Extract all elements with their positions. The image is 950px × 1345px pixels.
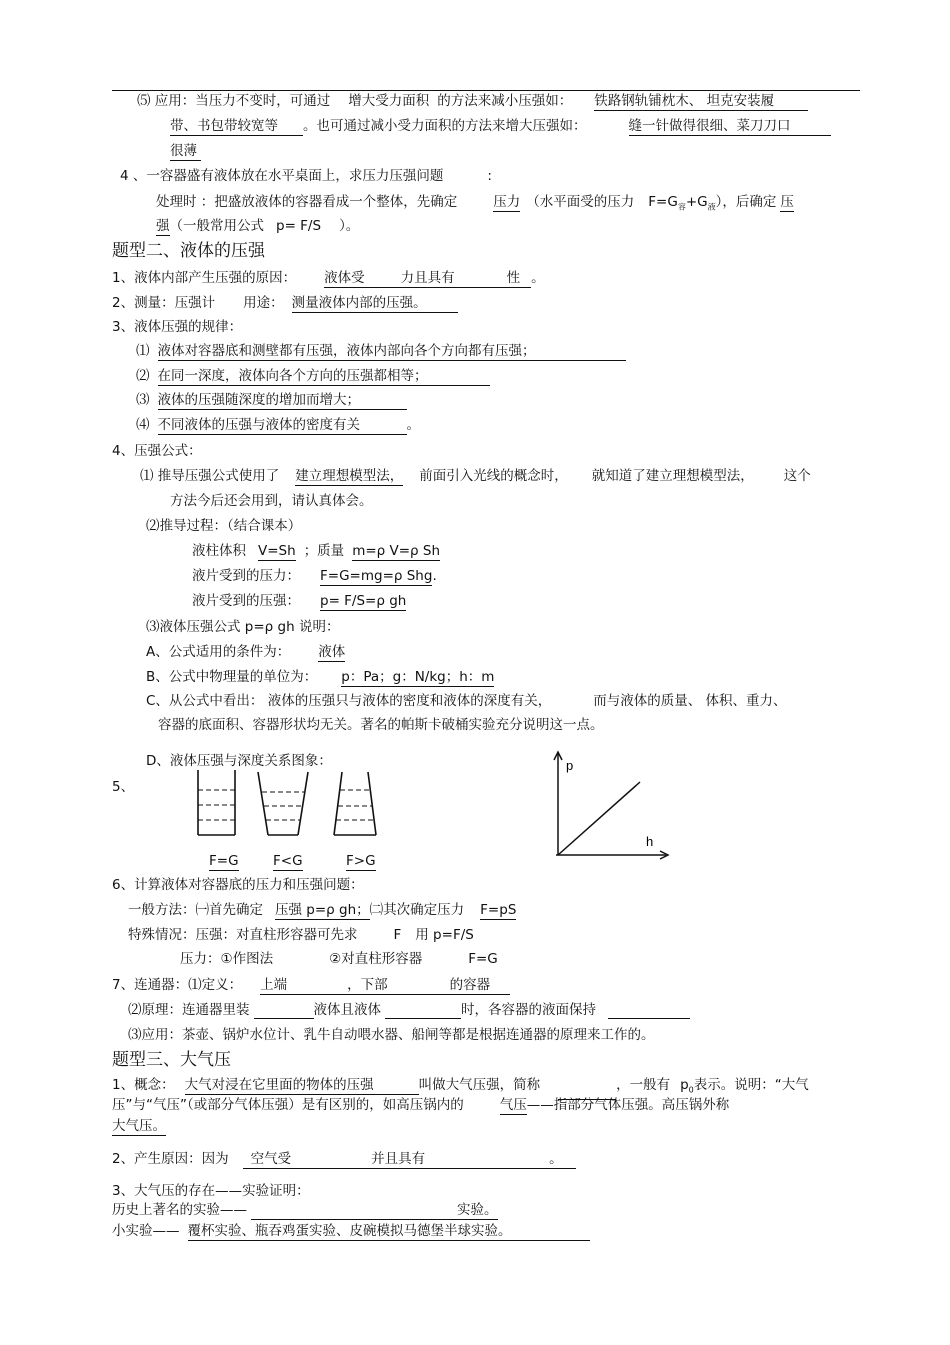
s2-A xyxy=(146,643,345,662)
sub: 0 xyxy=(688,1085,694,1095)
answer: 大气对浸在它里面的物体的压强 xyxy=(185,1077,419,1095)
text: ②对直柱形容器 xyxy=(329,951,423,967)
text: 。 xyxy=(406,417,420,433)
section-title-3: 题型三、大气压 xyxy=(112,1050,231,1070)
num: ⑶ xyxy=(136,392,150,408)
blank xyxy=(254,1003,314,1019)
formula: F=G xyxy=(648,194,678,210)
answer: 大气压。 xyxy=(112,1118,166,1134)
s2-d2 xyxy=(192,567,437,586)
answer: 建立理想模型法， xyxy=(295,468,404,484)
text: 液片受到的压强： xyxy=(192,593,300,609)
answer: 铁路钢轨铺枕木、 坦克安装履 xyxy=(594,93,808,111)
text: ），后确定 xyxy=(715,194,777,210)
answer: 液体对容器底和测壁都有压强，液体内部向各个方向都有压强； xyxy=(158,343,626,361)
answer: 压强 p=ρ gh； xyxy=(275,902,370,918)
text: 。 xyxy=(531,270,545,286)
sub: 容 xyxy=(677,202,686,212)
s2-rule-2 xyxy=(136,367,490,386)
answer: 增大受力面积 xyxy=(348,93,430,109)
text: 而与液体的质量、 体积、重力、 xyxy=(593,693,787,709)
s2-rule-3 xyxy=(136,391,407,410)
answer: 实验。 xyxy=(457,1202,498,1218)
text: ；质量 xyxy=(303,543,345,559)
text: 4 、一容器盛有液体放在水平桌面上，求压力压强问题 xyxy=(120,168,444,184)
answer: 不同液体的压强与液体的密度有关 xyxy=(158,417,407,435)
s2-rule-1 xyxy=(136,342,626,361)
text: 叫做大气压强，简称 xyxy=(418,1077,541,1093)
text: F xyxy=(393,927,402,943)
blank xyxy=(608,1003,690,1019)
answer: 很薄 xyxy=(170,143,201,161)
text: ㈡其次确定压力 xyxy=(369,902,465,918)
text: A、公式适用的条件为： xyxy=(146,644,291,660)
answer: V=Sh xyxy=(258,543,296,559)
text: 2、产生原因：因为 xyxy=(112,1151,229,1167)
text: 。也可通过减小受力面积的方法来增大压强如： xyxy=(303,118,587,134)
s2-rule-4 xyxy=(136,416,420,435)
text: （水平面受的压力 xyxy=(526,194,635,210)
text: 2、测量：压强计 xyxy=(112,295,216,311)
s2-q7b xyxy=(128,1001,690,1019)
s3-e2 xyxy=(112,1201,498,1220)
container-narrow-top xyxy=(334,772,376,835)
text: F=G xyxy=(468,951,498,967)
text: 这个 xyxy=(783,468,811,484)
answer: 缝一针做得很细、菜刀刀口 xyxy=(629,118,831,136)
s1-line-5c xyxy=(170,142,201,161)
formula: +G xyxy=(685,194,708,210)
s2-C1 xyxy=(146,692,787,710)
num: ⑴ xyxy=(136,343,150,359)
text: B、公式中物理量的单位为： xyxy=(146,669,318,685)
containers-figure xyxy=(190,770,390,838)
s3-c2 xyxy=(112,1096,729,1115)
s2-d1 xyxy=(192,542,440,561)
text: 表示。说明：“大气 xyxy=(693,1077,809,1093)
text: 7、连通器：⑴定义： xyxy=(112,977,243,993)
answer: 覆杯实验、瓶吞鸡蛋实验、皮碗模拟马德堡半球实验。 xyxy=(188,1223,590,1241)
answer: 液体受 力且具有 性 xyxy=(324,270,531,288)
text: ）。 xyxy=(339,218,360,234)
s2-five: 5、 xyxy=(112,779,135,795)
s2-p3: ⑶液体压强公式 p=ρ gh 说明： xyxy=(146,619,340,635)
s2-m2 xyxy=(128,926,474,944)
text: 液片受到的压力： xyxy=(192,568,300,584)
answer: 液体的压强随深度的增加而增大； xyxy=(158,392,407,410)
s2-q1 xyxy=(112,269,545,288)
s2-p2: ⑵推导过程：（结合课本） xyxy=(146,518,302,534)
answer: 压 xyxy=(780,194,794,210)
s1-line-5b xyxy=(170,117,831,136)
answer: m=ρ V=ρ Sh xyxy=(352,543,441,559)
pressure-depth-graph xyxy=(550,750,672,860)
container-label-3: F>G xyxy=(346,853,376,869)
section-title-2: 题型二、液体的压强 xyxy=(112,241,265,261)
s2-m1 xyxy=(128,901,516,920)
text: ⑴ 推导压强公式使用了 xyxy=(140,468,280,484)
s2-D: D、液体压强与深度关系图象： xyxy=(146,753,332,769)
text: 处理时 ：把盛放液体的容器看成一个整体，先确定 xyxy=(156,194,458,210)
s2-q2 xyxy=(112,294,458,313)
answer: 液体 xyxy=(318,644,346,660)
sub: 液 xyxy=(707,202,716,212)
s3-c3 xyxy=(112,1117,166,1136)
blank xyxy=(251,1204,457,1220)
text: p xyxy=(680,1077,689,1093)
num: ⑵ xyxy=(136,368,150,384)
s2-q7 xyxy=(112,976,510,995)
s2-q7c: ⑶应用：茶壶、锅炉水位计、乳牛自动喂水器、船闸等都是根据连通器的原理来工作的。 xyxy=(128,1027,655,1043)
s1-q4c xyxy=(156,217,359,236)
text: . xyxy=(432,568,437,584)
text: 用途： xyxy=(243,295,284,311)
container-label-1: F=G xyxy=(209,853,239,869)
top-rule xyxy=(112,90,860,91)
container-label-2: F<G xyxy=(273,853,303,869)
text: 液柱体积 xyxy=(192,543,246,559)
formula: p= F/S xyxy=(276,218,322,234)
text: 压力：①作图法 xyxy=(180,951,274,967)
answer: F=pS xyxy=(480,902,517,918)
answer: 气压 xyxy=(499,1097,527,1113)
answer: p：Pa；g：N/kg；h：m xyxy=(341,669,495,685)
text: : xyxy=(487,168,492,184)
s2-m3 xyxy=(180,950,498,968)
s2-p1b: 方法今后还会用到，请认真体会。 xyxy=(170,493,373,509)
text: 时，各容器的液面保持 xyxy=(461,1002,596,1018)
x-axis-label: h xyxy=(646,834,654,849)
container-wide-top xyxy=(258,772,308,835)
answer: 空气受 并且具有 。 xyxy=(243,1151,576,1169)
num: ⑷ xyxy=(136,417,150,433)
answer: 在同一深度，液体向各个方向的压强都相等； xyxy=(158,368,490,386)
text: （一般常用公式 xyxy=(169,218,264,234)
text: ——指部分气体压强。高压锅外称 xyxy=(526,1097,730,1113)
answer: 带、书包带较宽等 xyxy=(170,118,303,136)
s1-line-5a xyxy=(137,92,808,111)
answer: 压力 xyxy=(493,194,521,210)
text: 小实验—— xyxy=(112,1223,180,1239)
s3-e1: 3、大气压的存在——实验证明： xyxy=(112,1183,310,1199)
text: 就知道了建立理想模型法， xyxy=(591,468,754,484)
text: 1、液体内部产生压强的原因： xyxy=(112,270,297,286)
s2-q6: 6、计算液体对容器底的压力和压强问题： xyxy=(112,877,364,893)
text: 一般方法：㈠首先确定 xyxy=(128,902,263,918)
s3-e3 xyxy=(112,1222,590,1241)
answer: F=G=mg=ρ Shg xyxy=(320,568,433,584)
s2-C2: 容器的底面积、容器形状均无关。著名的帕斯卡破桶实验充分说明这一点。 xyxy=(158,717,604,733)
text: 液体且液体 xyxy=(313,1002,381,1018)
s2-q3: 3、液体压强的规律： xyxy=(112,319,243,335)
text: 1、概念： xyxy=(112,1077,175,1093)
s2-B xyxy=(146,668,494,687)
answer: 强 xyxy=(156,218,170,234)
answer: 测量液体内部的压强。 xyxy=(292,295,458,313)
text: C、从公式中看出： 液体的压强只与液体的密度和液体的深度有关， xyxy=(146,693,552,709)
s2-d3 xyxy=(192,592,406,611)
text: 前面引入光线的概念时， xyxy=(419,468,568,484)
s3-r2 xyxy=(112,1150,576,1169)
y-axis-label: p xyxy=(566,758,574,773)
text: 特殊情况：压强：对直柱形容器可先求 xyxy=(128,927,358,943)
text: ⑵原理：连通器里装 xyxy=(128,1002,250,1018)
s2-q4: 4、压强公式： xyxy=(112,443,202,459)
text: ，一般有 xyxy=(616,1077,671,1093)
text: ⑸ 应用：当压力不变时，可通过 xyxy=(137,93,331,109)
answer: 上端 ，下部 的容器 xyxy=(260,977,510,995)
container-straight xyxy=(198,770,235,835)
answer: p= F/S=ρ gh xyxy=(320,593,407,609)
s1-q4b xyxy=(156,193,794,217)
p-h-line xyxy=(558,782,640,855)
text: 的方法来减小压强如： xyxy=(437,93,573,109)
text: 历史上著名的实验—— xyxy=(112,1202,247,1218)
s2-p1a xyxy=(140,467,811,486)
s1-q4 xyxy=(120,167,492,185)
text: 用 p=F/S xyxy=(415,927,474,943)
text: 压”与“气压”（或部分气体压强）是有区别的，如高压锅内的 xyxy=(112,1097,464,1113)
blank xyxy=(385,1003,461,1019)
